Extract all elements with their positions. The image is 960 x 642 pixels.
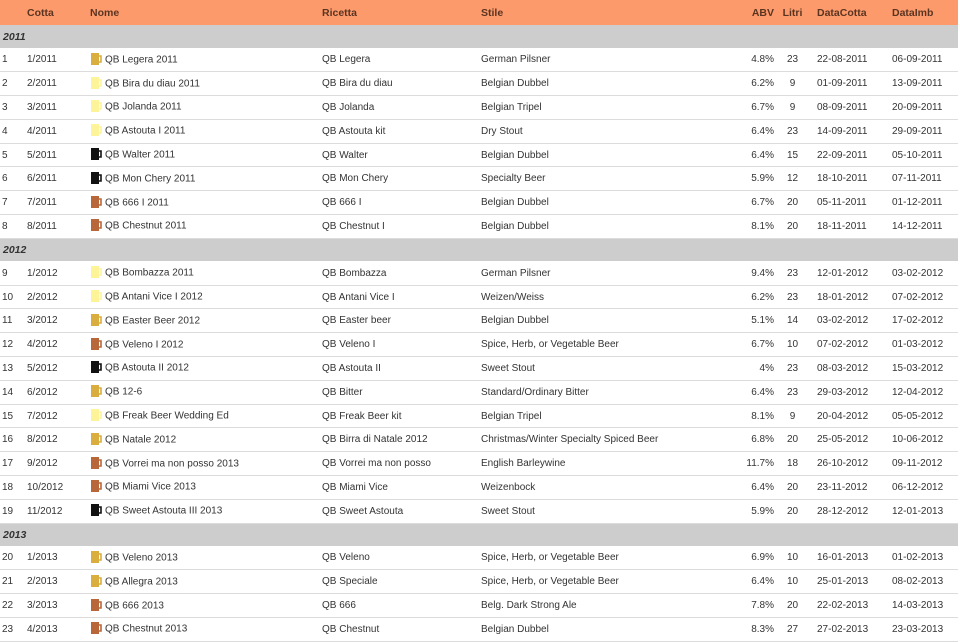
table-row[interactable] [0,594,958,618]
cell-nome[interactable] [90,72,322,96]
cell-dataimb: 14-12-2011 [892,215,958,239]
cell-cotta: 5/2011 [27,143,90,167]
cell-ricetta: QB Sweet Astouta [322,499,481,523]
cell-abv: 7.8% [727,594,774,618]
cell-num: 16 [0,428,27,452]
cell-ricetta: QB Easter beer [322,309,481,333]
beer-name: QB Antani Vice I 2012 [105,291,203,303]
beer-mug-icon [90,432,102,446]
cell-datacotta: 22-09-2011 [811,143,892,167]
cell-abv: 6.4% [727,570,774,594]
cell-cotta: 6/2012 [27,380,90,404]
cell-nome[interactable] [90,380,322,404]
cell-cotta: 5/2012 [27,357,90,381]
cell-stile: Spice, Herb, or Vegetable Beer [481,570,727,594]
cell-abv: 9.4% [727,261,774,285]
table-body [0,25,958,641]
col-header-cotta[interactable]: Cotta [27,6,54,19]
beer-mug-icon [90,218,102,232]
cell-litri: 23 [774,285,811,309]
beer-name: QB Legera 2011 [105,54,178,66]
cell-nome[interactable] [90,309,322,333]
table-row[interactable] [0,119,958,143]
beer-mug-icon [90,574,102,588]
cell-cotta: 3/2012 [27,309,90,333]
beer-mug-icon [90,147,102,161]
cell-datacotta: 23-11-2012 [811,476,892,500]
cell-num: 15 [0,404,27,428]
cell-ricetta: QB Chestnut [322,618,481,642]
table-row[interactable] [0,167,958,191]
cell-litri: 23 [774,48,811,72]
cell-num: 21 [0,570,27,594]
cell-cotta: 4/2011 [27,119,90,143]
cell-abv: 6.4% [727,476,774,500]
cell-litri: 27 [774,618,811,642]
cell-nome[interactable] [90,499,322,523]
cell-dataimb: 06-09-2011 [892,48,958,72]
cell-num: 7 [0,191,27,215]
cell-datacotta: 14-09-2011 [811,119,892,143]
cell-litri: 18 [774,452,811,476]
cell-stile: German Pilsner [481,48,727,72]
cell-stile: Spice, Herb, or Vegetable Beer [481,546,727,570]
table-row[interactable] [0,96,958,120]
cell-dataimb: 07-02-2012 [892,285,958,309]
col-header-dataimb[interactable]: DataImb [892,6,934,19]
cell-nome[interactable] [90,452,322,476]
cell-cotta: 1/2013 [27,546,90,570]
cell-abv: 8.1% [727,215,774,239]
cell-dataimb: 15-03-2012 [892,357,958,381]
cell-dataimb: 01-02-2013 [892,546,958,570]
group-year-label: 2012 [3,244,27,257]
beer-name: QB Mon Chery 2011 [105,173,196,185]
cell-num: 11 [0,309,27,333]
cell-num: 23 [0,618,27,642]
cell-litri: 23 [774,119,811,143]
beer-name: QB Vorrei ma non posso 2013 [105,458,239,470]
table-row[interactable] [0,357,958,381]
table-row[interactable] [0,48,958,72]
cell-stile: Belgian Dubbel [481,215,727,239]
beer-name: QB Allegra 2013 [105,576,178,588]
cell-nome[interactable] [90,618,322,642]
cell-ricetta: QB Veleno [322,546,481,570]
cell-cotta: 8/2012 [27,428,90,452]
cell-ricetta: QB Legera [322,48,481,72]
cell-nome[interactable] [90,143,322,167]
cell-dataimb: 07-11-2011 [892,167,958,191]
cell-cotta: 4/2013 [27,618,90,642]
cell-num: 5 [0,143,27,167]
cell-dataimb: 23-03-2013 [892,618,958,642]
beer-name: QB Astouta I 2011 [105,125,186,137]
beer-name: QB Chestnut 2011 [105,221,187,233]
cell-dataimb: 01-03-2012 [892,333,958,357]
cell-stile: Belgian Tripel [481,96,727,120]
table-row[interactable] [0,546,958,570]
cell-stile: Dry Stout [481,119,727,143]
cell-cotta: 1/2012 [27,261,90,285]
cell-litri: 10 [774,333,811,357]
beer-name: QB Veleno I 2012 [105,339,184,351]
cell-abv: 6.4% [727,380,774,404]
beer-name: QB Bira du diau 2011 [105,78,200,90]
cell-datacotta: 01-09-2011 [811,72,892,96]
cell-litri: 15 [774,143,811,167]
cell-ricetta: QB Miami Vice [322,476,481,500]
cell-abv: 6.9% [727,546,774,570]
cell-cotta: 9/2012 [27,452,90,476]
cell-ricetta: QB Veleno I [322,333,481,357]
cell-stile: Belgian Tripel [481,404,727,428]
cell-cotta: 7/2012 [27,404,90,428]
cell-nome[interactable] [90,167,322,191]
cell-dataimb: 08-02-2013 [892,570,958,594]
cell-litri: 12 [774,167,811,191]
cell-abv: 5.1% [727,309,774,333]
cell-abv: 4.8% [727,48,774,72]
beer-name: QB Veleno 2013 [105,552,178,564]
cell-stile: Weizenbock [481,476,727,500]
beer-mug-icon [90,337,102,351]
table-row[interactable] [0,215,958,239]
cell-dataimb: 10-06-2012 [892,428,958,452]
cell-datacotta: 25-05-2012 [811,428,892,452]
cell-datacotta: 18-10-2011 [811,167,892,191]
cell-nome[interactable] [90,357,322,381]
cell-dataimb: 06-12-2012 [892,476,958,500]
table-row[interactable] [0,333,958,357]
cell-num: 17 [0,452,27,476]
cell-num: 9 [0,261,27,285]
beer-mug-icon [90,52,102,66]
cell-dataimb: 09-11-2012 [892,452,958,476]
cell-litri: 9 [774,96,811,120]
cell-ricetta: QB Bombazza [322,261,481,285]
cell-litri: 9 [774,404,811,428]
col-header-ricetta[interactable]: Ricetta [322,6,358,19]
cell-dataimb: 14-03-2013 [892,594,958,618]
col-header-nome[interactable]: Nome [90,6,120,19]
beer-name: QB Sweet Astouta III 2013 [105,505,223,517]
group-year-label: 2011 [3,30,26,43]
cell-abv: 6.2% [727,72,774,96]
beer-mug-icon [90,408,102,422]
cell-cotta: 6/2011 [27,167,90,191]
cell-litri: 20 [774,215,811,239]
cell-stile: English Barleywine [481,452,727,476]
cell-abv: 4% [727,357,774,381]
cell-cotta: 3/2013 [27,594,90,618]
cell-abv: 6.7% [727,191,774,215]
cell-abv: 11.7% [727,452,774,476]
col-header-abv[interactable]: ABV [751,6,774,19]
cell-litri: 10 [774,570,811,594]
beer-mug-icon [90,76,102,90]
cell-dataimb: 05-10-2011 [892,143,958,167]
table-row[interactable] [0,143,958,167]
cell-num: 18 [0,476,27,500]
cell-num: 12 [0,333,27,357]
cell-abv: 6.7% [727,333,774,357]
beer-name: QB Easter Beer 2012 [105,315,201,327]
cell-datacotta: 16-01-2013 [811,546,892,570]
cell-ricetta: QB Walter [322,143,481,167]
cell-abv: 5.9% [727,167,774,191]
beer-mug-icon [90,503,102,517]
beer-mug-icon [90,621,102,635]
cell-stile: Weizen/Weiss [481,285,727,309]
cell-nome[interactable] [90,428,322,452]
cell-abv: 6.4% [727,119,774,143]
cell-dataimb: 03-02-2012 [892,261,958,285]
cell-stile: Specialty Beer [481,167,727,191]
cell-litri: 20 [774,428,811,452]
group-year-label: 2013 [3,528,27,541]
cell-ricetta: QB 666 [322,594,481,618]
cell-abv: 5.9% [727,499,774,523]
cell-stile: Christmas/Winter Specialty Spiced Beer [481,428,727,452]
cell-cotta: 7/2011 [27,191,90,215]
cell-datacotta: 18-01-2012 [811,285,892,309]
cell-nome[interactable] [90,594,322,618]
cell-dataimb: 13-09-2011 [892,72,958,96]
cell-stile: Belgian Dubbel [481,191,727,215]
beer-name: QB 12-6 [105,386,143,398]
cell-litri: 14 [774,309,811,333]
cell-cotta: 10/2012 [27,476,90,500]
cell-dataimb: 17-02-2012 [892,309,958,333]
cell-ricetta: QB Astouta kit [322,119,481,143]
table-row[interactable] [0,261,958,285]
cell-litri: 10 [774,546,811,570]
table-row[interactable] [0,476,958,500]
cell-datacotta: 08-03-2012 [811,357,892,381]
cell-num: 19 [0,499,27,523]
cell-datacotta: 28-12-2012 [811,499,892,523]
group-row-2013 [0,523,958,546]
cell-cotta: 2/2011 [27,72,90,96]
cell-nome[interactable] [90,96,322,120]
cell-cotta: 3/2011 [27,96,90,120]
cell-datacotta: 22-08-2011 [811,48,892,72]
cell-datacotta: 29-03-2012 [811,380,892,404]
cell-cotta: 2/2012 [27,285,90,309]
cell-cotta: 11/2012 [27,499,90,523]
group-row-2011 [0,25,958,48]
cell-cotta: 2/2013 [27,570,90,594]
table-row[interactable] [0,72,958,96]
col-header-num[interactable] [0,0,27,25]
cell-ricetta: QB Mon Chery [322,167,481,191]
table-row[interactable] [0,380,958,404]
cell-nome[interactable] [90,191,322,215]
beer-name: QB Chestnut 2013 [105,624,188,636]
cell-litri: 20 [774,499,811,523]
cell-datacotta: 12-01-2012 [811,261,892,285]
cell-abv: 6.2% [727,285,774,309]
cell-datacotta: 25-01-2013 [811,570,892,594]
beer-name: QB Astouta II 2012 [105,363,189,375]
beer-mug-icon [90,265,102,279]
cell-nome[interactable] [90,215,322,239]
cell-nome[interactable] [90,333,322,357]
table-row[interactable] [0,570,958,594]
cell-nome[interactable] [90,285,322,309]
beer-mug-icon [90,99,102,113]
beer-name: QB Natale 2012 [105,434,177,446]
cell-stile: Sweet Stout [481,357,727,381]
cell-dataimb: 05-05-2012 [892,404,958,428]
cell-nome[interactable] [90,261,322,285]
cell-nome[interactable] [90,119,322,143]
cell-abv: 6.8% [727,428,774,452]
header-row [0,0,958,25]
cell-dataimb: 29-09-2011 [892,119,958,143]
cell-stile: Sweet Stout [481,499,727,523]
group-row-2012 [0,238,958,261]
cell-cotta: 8/2011 [27,215,90,239]
cell-stile: Belgian Dubbel [481,72,727,96]
beer-mug-icon [90,289,102,303]
cell-ricetta: QB Astouta II [322,357,481,381]
cell-num: 13 [0,357,27,381]
cell-num: 6 [0,167,27,191]
cell-num: 8 [0,215,27,239]
cell-ricetta: QB Birra di Natale 2012 [322,428,481,452]
beer-mug-icon [90,598,102,612]
cell-num: 10 [0,285,27,309]
beer-name: QB Freak Beer Wedding Ed [105,410,229,422]
beer-mug-icon [90,479,102,493]
cell-datacotta: 08-09-2011 [811,96,892,120]
table-row[interactable] [0,499,958,523]
cell-nome[interactable] [90,570,322,594]
beer-mug-icon [90,123,102,137]
beer-name: QB Walter 2011 [105,149,176,161]
table-row[interactable] [0,404,958,428]
col-header-stile[interactable]: Stile [481,6,504,19]
cell-ricetta: QB Vorrei ma non posso [322,452,481,476]
beer-name: QB Bombazza 2011 [105,267,194,279]
cell-stile: Belgian Dubbel [481,143,727,167]
cell-stile: Standard/Ordinary Bitter [481,380,727,404]
beer-mug-icon [90,195,102,209]
cell-ricetta: QB Antani Vice I [322,285,481,309]
beer-name: QB 666 I 2011 [105,197,169,209]
cell-ricetta: QB Bitter [322,380,481,404]
cell-abv: 8.1% [727,404,774,428]
cell-ricetta: QB Chestnut I [322,215,481,239]
table-row[interactable] [0,452,958,476]
cell-nome[interactable] [90,476,322,500]
cell-num: 22 [0,594,27,618]
cell-datacotta: 20-04-2012 [811,404,892,428]
beer-mug-icon [90,360,102,374]
cell-stile: Belgian Dubbel [481,618,727,642]
cell-litri: 20 [774,191,811,215]
cell-ricetta: QB 666 I [322,191,481,215]
beer-name: QB Miami Vice 2013 [105,482,196,494]
cell-ricetta: QB Bira du diau [322,72,481,96]
cell-dataimb: 12-01-2013 [892,499,958,523]
cell-litri: 20 [774,476,811,500]
cell-cotta: 1/2011 [27,48,90,72]
cell-cotta: 4/2012 [27,333,90,357]
cell-dataimb: 20-09-2011 [892,96,958,120]
cell-nome[interactable] [90,48,322,72]
beer-mug-icon [90,456,102,470]
cell-litri: 20 [774,594,811,618]
cell-stile: Spice, Herb, or Vegetable Beer [481,333,727,357]
cell-datacotta: 03-02-2012 [811,309,892,333]
cell-datacotta: 22-02-2013 [811,594,892,618]
cell-litri: 23 [774,261,811,285]
cell-stile: German Pilsner [481,261,727,285]
table-row[interactable] [0,191,958,215]
cell-num: 20 [0,546,27,570]
cell-litri: 9 [774,72,811,96]
table-row[interactable] [0,309,958,333]
beer-mug-icon [90,384,102,398]
cell-datacotta: 07-02-2012 [811,333,892,357]
beer-mug-icon [90,171,102,185]
cell-ricetta: QB Speciale [322,570,481,594]
cell-ricetta: QB Freak Beer kit [322,404,481,428]
cell-dataimb: 01-12-2011 [892,191,958,215]
cell-num: 14 [0,380,27,404]
table-row[interactable] [0,428,958,452]
cell-num: 2 [0,72,27,96]
cell-datacotta: 05-11-2011 [811,191,892,215]
cell-num: 3 [0,96,27,120]
table-row[interactable] [0,618,958,642]
col-header-litri[interactable]: Litri [782,6,803,19]
table-row[interactable] [0,285,958,309]
cell-datacotta: 27-02-2013 [811,618,892,642]
cell-litri: 23 [774,380,811,404]
beer-mug-icon [90,550,102,564]
cell-dataimb: 12-04-2012 [892,380,958,404]
cell-litri: 23 [774,357,811,381]
cell-abv: 8.3% [727,618,774,642]
cell-abv: 6.4% [727,143,774,167]
cell-nome[interactable] [90,546,322,570]
beer-name: QB Jolanda 2011 [105,102,182,114]
cell-datacotta: 26-10-2012 [811,452,892,476]
cell-stile: Belg. Dark Strong Ale [481,594,727,618]
cell-num: 1 [0,48,27,72]
cell-stile: Belgian Dubbel [481,309,727,333]
col-header-datacotta[interactable]: DataCotta [817,6,867,19]
cell-datacotta: 18-11-2011 [811,215,892,239]
cell-nome[interactable] [90,404,322,428]
beer-mug-icon [90,313,102,327]
cell-num: 4 [0,119,27,143]
cell-abv: 6.7% [727,96,774,120]
cell-ricetta: QB Jolanda [322,96,481,120]
beer-name: QB 666 2013 [105,600,164,612]
